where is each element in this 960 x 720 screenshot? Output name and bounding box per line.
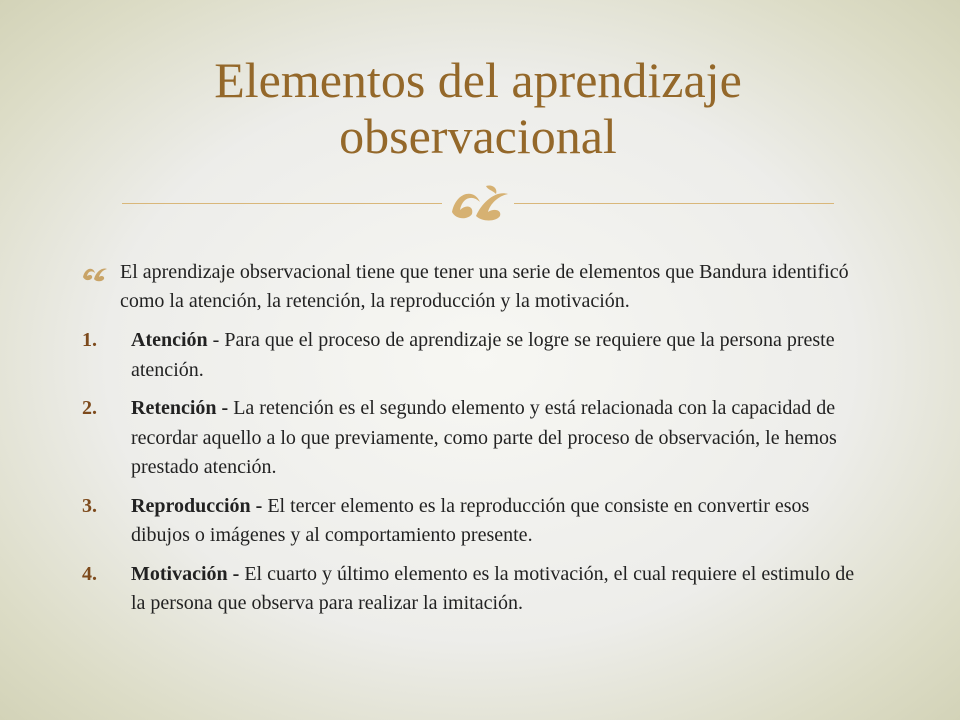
fleuron-ornament-icon [446, 182, 512, 224]
slide-title: Elementos del aprendizaje observacional [214, 52, 742, 164]
elements-list [82, 326, 872, 619]
intro-text: El aprendizaje observacional tiene que tener una serie de elementos que Bandura identificó como la atención, la retención, la reproducción y la motivación. [120, 261, 849, 312]
item-text: El tercer elemento es la reproducción que consiste en convertir esos dibujos o imágenes y al comportamiento presente. [131, 494, 810, 546]
list-item [82, 492, 872, 551]
item-number: 1. [82, 329, 97, 351]
item-text: El cuarto y último elemento es la motivación, el cual requiere el estimulo de la persona que observa para realizar la imitación. [131, 562, 855, 614]
item-separator: - [207, 329, 225, 351]
item-text: Para que el proceso de aprendizaje se logre se requiere que la persona preste atención. [131, 329, 835, 381]
list-item [82, 560, 872, 619]
fleuron-bullet-icon [82, 264, 108, 282]
list-item [82, 394, 872, 483]
item-term: Reproducción - [131, 494, 263, 517]
slide-content [82, 258, 872, 628]
item-term: Retención - [131, 397, 229, 419]
item-number: 4. [82, 562, 97, 585]
divider-left [122, 203, 442, 204]
intro-paragraph [82, 258, 872, 316]
item-term: Motivación - [131, 562, 240, 585]
item-number: 2. [82, 397, 97, 419]
list-item [82, 326, 872, 385]
item-term: Atención [131, 329, 208, 351]
divider-right [514, 203, 834, 204]
item-text: La retención es el segundo elemento y está relacionada con la capacidad de recordar aquello a lo que previamente, como parte del proceso de observación, le hemos prestado atención. [131, 397, 837, 478]
item-number: 3. [82, 494, 97, 517]
